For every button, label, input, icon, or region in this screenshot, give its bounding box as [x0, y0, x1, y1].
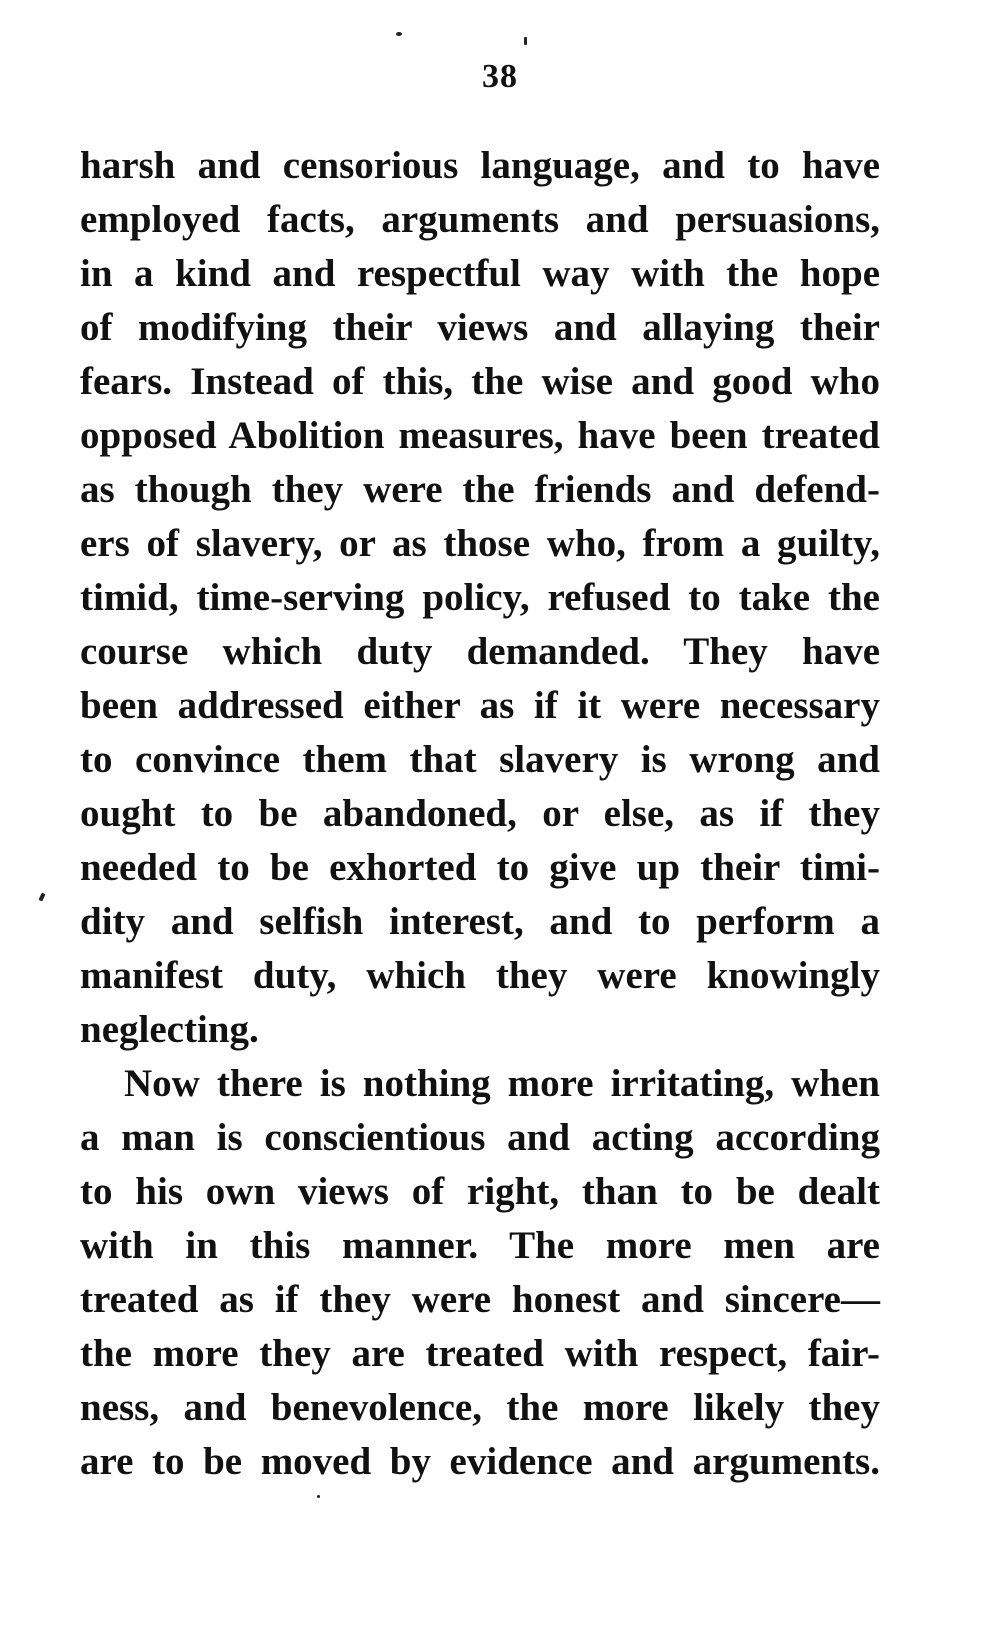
- text-line: with in this manner. The more men are: [80, 1224, 880, 1267]
- paragraph-1: [80, 139, 880, 1057]
- text-line: to convince them that slavery is wrong and: [80, 738, 880, 781]
- ink-speck: [38, 893, 45, 902]
- paragraph-2: [80, 1057, 880, 1489]
- text-line: ought to be abandoned, or else, as if they: [80, 792, 880, 835]
- text-line: ness, and benevolence, the more likely they: [80, 1386, 880, 1429]
- text-line: course which duty demanded. They have: [80, 630, 880, 673]
- text-line: as though they were the friends and defend-: [80, 468, 880, 511]
- text-line: harsh and censorious language, and to have: [80, 144, 880, 187]
- text-line: manifest duty, which they were knowingly: [80, 954, 880, 997]
- text-line: the more they are treated with respect, fair-: [80, 1332, 880, 1375]
- text-line: timid, time-serving policy, refused to take the: [80, 576, 880, 619]
- text-line: needed to be exhorted to give up their timi-: [80, 846, 880, 889]
- text-line: dity and selfish interest, and to perform a: [80, 900, 880, 943]
- page-number: 38: [482, 58, 518, 95]
- ink-speck: [524, 37, 527, 45]
- text-line: opposed Abolition measures, have been treated: [80, 414, 880, 457]
- text-line: neglecting.: [80, 1008, 259, 1051]
- body-text: [80, 139, 880, 1489]
- text-line: ers of slavery, or as those who, from a guilty,: [80, 522, 880, 565]
- text-line: employed facts, arguments and persuasions,: [80, 198, 880, 241]
- ink-speck: [317, 1495, 320, 1498]
- text-line: to his own views of right, than to be dealt: [80, 1170, 880, 1213]
- text-line: are to be moved by evidence and arguments.: [80, 1440, 880, 1483]
- text-line: treated as if they were honest and sincere—: [80, 1278, 880, 1321]
- ink-speck: [396, 32, 402, 36]
- text-line: of modifying their views and allaying their: [80, 306, 880, 349]
- text-line: been addressed either as if it were necessary: [80, 684, 880, 727]
- text-line: a man is conscientious and acting according: [80, 1116, 880, 1159]
- text-line: in a kind and respectful way with the hope: [80, 252, 880, 295]
- text-line: Now there is nothing more irritating, when: [124, 1062, 880, 1105]
- text-line: fears. Instead of this, the wise and good who: [80, 360, 880, 403]
